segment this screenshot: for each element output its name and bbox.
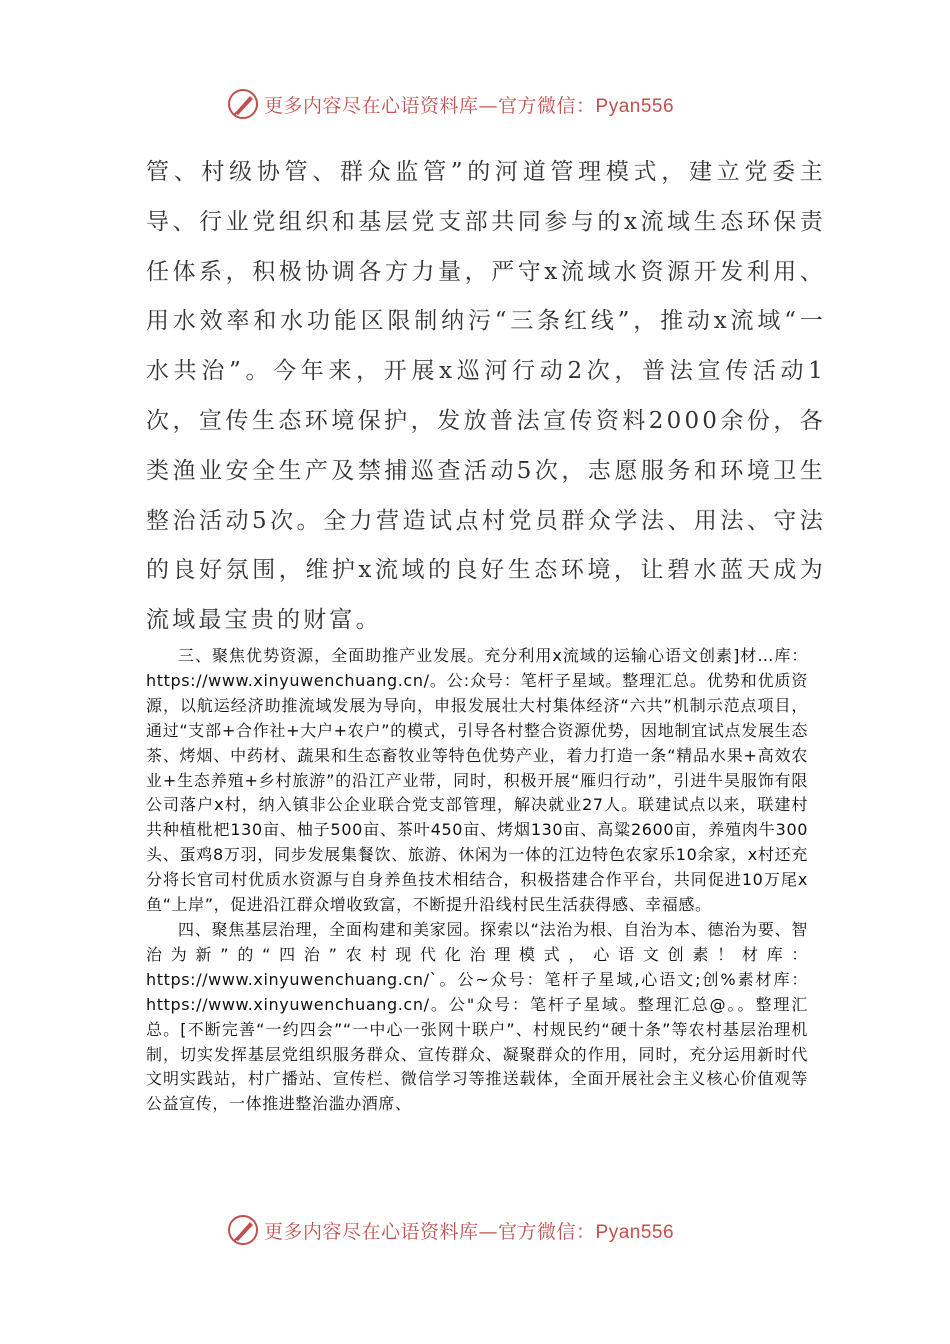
footer-watermark bbox=[226, 1210, 746, 1250]
watermark-text: 更多内容尽在心语资料库—官方微信：Pyan556 bbox=[264, 1220, 675, 1243]
header-watermark bbox=[226, 84, 746, 124]
watermark-id: Pyan556 bbox=[595, 95, 675, 117]
watermark-text: 更多内容尽在心语资料库—官方微信：Pyan556 bbox=[264, 94, 675, 117]
quill-logo-icon bbox=[226, 1213, 260, 1247]
quill-logo-icon bbox=[226, 87, 260, 121]
watermark-id: Pyan556 bbox=[595, 1221, 675, 1243]
body-large-text bbox=[146, 148, 826, 646]
body-small-text bbox=[146, 644, 808, 1117]
paragraph-3: 四、聚焦基层治理，全面构建和美家园。探索以“法治为根、自治为本、德治为要、智治为新”的“四治”农村现代化治理模式，心语文创素！材库：https://www.xinyuwenchuang.cn/`。公~众号：笔杆子星域,心语文;创%素材库：https://www.xinyuwenchuang.cn/。公"众号：笔杆子星域。整理汇总@。。整理汇总。[不断完善“一约四会”“一中心一张网十联户”、村规民约“硬十条”等农村基层治理机制，切实发挥基层党组织服务群众、宣传群众、凝聚群众的作用，同时，充分运用新时代文明实践站，村广播站、宣传栏、微信学习等推送载体，全面开展社会主义核心价值观等公益宣传，一体推进整治滥办酒席、 bbox=[146, 919, 808, 1114]
paragraph-2: 三、聚焦优势资源，全面助推产业发展。充分利用x流域的运输心语文创素]材…库：https://www.xinyuwenchuang.cn/。公:众号：笔杆子星域。整理汇总。优势和优质资源，以航运经济助推流域发展为导向，申报发展壮大村集体经济“六共”机制示范点项目，通过“支部+合作社+大户+农户”的模式，引导各村整合资源优势，因地制宜试点发展生态茶、烤烟、中药材、蔬果和生态畜牧业等特色优势产业，着力打造一条“精品水果+高效农业+生态养殖+乡村旅游”的沿江产业带，同时，积极开展“雁归行动”，引进牛昊服饰有限公司落户x村，纳入镇非公企业联合党支部管理，解决就业27人。联建试点以来，联建村共种植枇杷130亩、柚子500亩、茶叶450亩、烤烟130亩、高粱2600亩，养殖肉牛300头、蛋鸡8万羽，同步发展集餐饮、旅游、休闲为一体的江边特色农家乐10余家，x村还充分将长官司村优质水资源与自身养鱼技术相结合，积极搭建合作平台，共同促进10万尾x鱼“上岸”，促进沿江群众增收致富，不断提升沿线村民生活获得感、幸福感。 bbox=[146, 646, 808, 915]
paragraph-1: 管、村级协管、群众监管”的河道管理模式，建立党委主导、行业党组织和基层党支部共同参与的x流域生态环保责任体系，积极协调各方力量，严守x流域水资源开发利用、用水效率和水功能区限制纳污“三条红线”，推动x流域“一水共治”。今年来，开展x巡河行动2次，普法宣传活动1次，宣传生态环境保护，发放普法宣传资料2000余份，各类渔业安全生产及禁捕巡查活动5次，志愿服务和环境卫生整治活动5次。全力营造试点村党员群众学法、用法、守法的良好氛围，维护x流域的良好生态环境，让碧水蓝天成为流域最宝贵的财富。 bbox=[146, 159, 826, 634]
